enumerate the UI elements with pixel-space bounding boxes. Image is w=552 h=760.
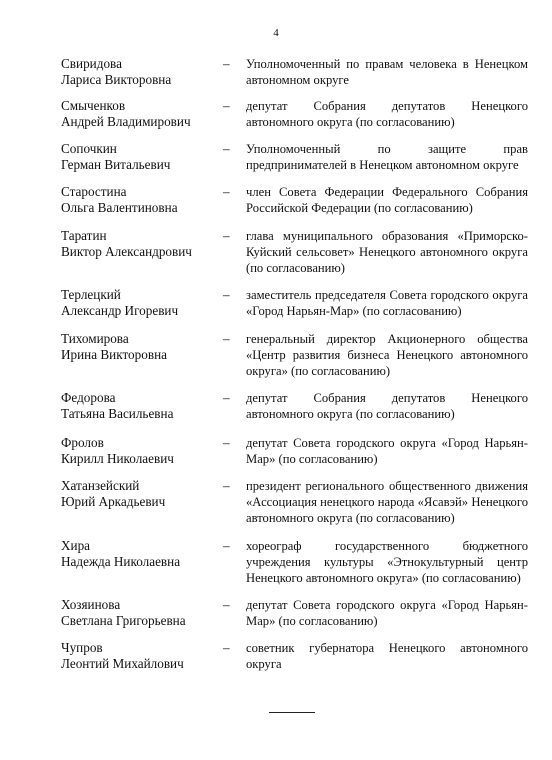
member-last-name: Тихомирова bbox=[61, 331, 129, 346]
dash-separator: – bbox=[223, 141, 230, 156]
member-given-names: Лариса Викторовна bbox=[61, 72, 172, 87]
member-name bbox=[61, 98, 226, 130]
member-last-name: Старостина bbox=[61, 184, 127, 199]
dash-separator: – bbox=[223, 228, 230, 243]
member-last-name: Хатанзейский bbox=[61, 478, 140, 493]
member-role: заместитель председателя Совета городского округа «Город Нарьян-Мар» (по согласованию) bbox=[246, 288, 528, 318]
dash-separator: – bbox=[223, 538, 230, 553]
page-number: 4 bbox=[273, 27, 279, 39]
member-role: советник губернатора Ненецкого автономного округа bbox=[246, 641, 528, 671]
member-name bbox=[61, 390, 226, 422]
member-given-names: Кирилл Николаевич bbox=[61, 451, 174, 466]
member-role: депутат Совета городского округа «Город Нарьян-Мар» (по согласованию) bbox=[246, 436, 528, 466]
dash-separator: – bbox=[223, 390, 230, 405]
member-given-names: Виктор Александрович bbox=[61, 244, 192, 259]
member-name bbox=[61, 56, 226, 88]
member-name bbox=[61, 141, 226, 173]
member-name bbox=[61, 228, 226, 260]
member-given-names: Андрей Владимирович bbox=[61, 114, 191, 129]
dash-separator: – bbox=[223, 56, 230, 71]
member-role: глава муниципального образования «Приморско-Куйский сельсовет» Ненецкого автономного округа (по согласованию) bbox=[246, 229, 528, 275]
dash-separator: – bbox=[223, 478, 230, 493]
member-given-names: Ольга Валентиновна bbox=[61, 200, 178, 215]
member-given-names: Светлана Григорьевна bbox=[61, 613, 186, 628]
member-role: хореограф государственного бюджетного учреждения культуры «Этнокультурный центр Ненецкого автономного округа» (по согласованию) bbox=[246, 539, 528, 585]
member-last-name: Терлецкий bbox=[61, 287, 121, 302]
member-name bbox=[61, 538, 226, 570]
member-last-name: Свиридова bbox=[61, 56, 122, 71]
member-last-name: Чупров bbox=[61, 640, 103, 655]
dash-separator: – bbox=[223, 640, 230, 655]
member-last-name: Федорова bbox=[61, 390, 116, 405]
end-of-list-divider bbox=[269, 712, 315, 713]
dash-separator: – bbox=[223, 98, 230, 113]
member-role: депутат Собрания депутатов Ненецкого автономного округа (по согласованию) bbox=[246, 99, 528, 129]
dash-separator: – bbox=[223, 435, 230, 450]
dash-separator: – bbox=[223, 287, 230, 302]
member-last-name: Фролов bbox=[61, 435, 104, 450]
member-name bbox=[61, 597, 226, 629]
member-last-name: Таратин bbox=[61, 228, 107, 243]
member-last-name: Смыченков bbox=[61, 98, 126, 113]
member-name bbox=[61, 184, 226, 216]
member-role: депутат Собрания депутатов Ненецкого автономного округа (по согласованию) bbox=[246, 391, 528, 421]
member-role: Уполномоченный по правам человека в Ненецком автономном округе bbox=[246, 57, 528, 87]
member-role: генеральный директор Акционерного общества «Центр развития бизнеса Ненецкого автономного округа» (по согласованию) bbox=[246, 332, 528, 378]
member-name bbox=[61, 331, 226, 363]
member-role: депутат Совета городского округа «Город Нарьян-Мар» (по согласованию) bbox=[246, 598, 528, 628]
member-given-names: Ирина Викторовна bbox=[61, 347, 167, 362]
member-given-names: Татьяна Васильевна bbox=[61, 406, 174, 421]
member-given-names: Герман Витальевич bbox=[61, 157, 171, 172]
member-last-name: Хозяинова bbox=[61, 597, 121, 612]
member-last-name: Сопочкин bbox=[61, 141, 117, 156]
member-name bbox=[61, 287, 226, 319]
member-last-name: Хира bbox=[61, 538, 91, 553]
member-given-names: Александр Игоревич bbox=[61, 303, 179, 318]
dash-separator: – bbox=[223, 184, 230, 199]
member-role: президент регионального общественного движения «Ассоциация ненецкого народа «Ясавэй» Ненецкого автономного округа (по согласованию) bbox=[246, 479, 528, 525]
member-given-names: Юрий Аркадьевич bbox=[61, 494, 166, 509]
member-given-names: Надежда Николаевна bbox=[61, 554, 181, 569]
member-role: член Совета Федерации Федерального Собрания Российской Федерации (по согласованию) bbox=[246, 185, 528, 215]
member-name bbox=[61, 478, 226, 510]
member-name bbox=[61, 640, 226, 672]
dash-separator: – bbox=[223, 597, 230, 612]
member-role: Уполномоченный по защите прав предпринимателей в Ненецком автономном округе bbox=[246, 142, 528, 172]
member-name bbox=[61, 435, 226, 467]
dash-separator: – bbox=[223, 331, 230, 346]
member-given-names: Леонтий Михайлович bbox=[61, 656, 184, 671]
